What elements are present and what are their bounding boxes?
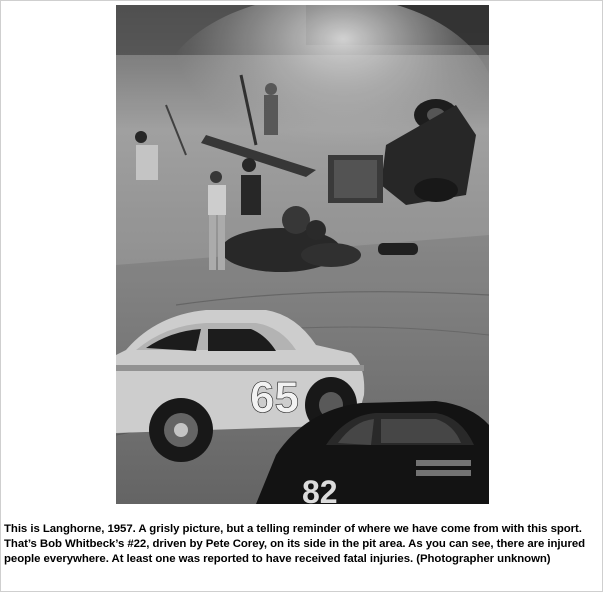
photo-illustration	[116, 5, 489, 504]
photo-caption: This is Langhorne, 1957. A grisly picture, but a telling reminder of where we have come from with this sport. That’s Bob Whitbeck’s #22, driven by Pete Corey, on its side in the pit area. As you can see, there are injured people everywhere. At least one was reported to have received fatal injuries. (Photographer unknown)	[4, 523, 586, 566]
car-number-65: 65	[250, 373, 299, 422]
race-crash-photo	[116, 5, 489, 504]
car-number-82: 82	[302, 474, 338, 504]
